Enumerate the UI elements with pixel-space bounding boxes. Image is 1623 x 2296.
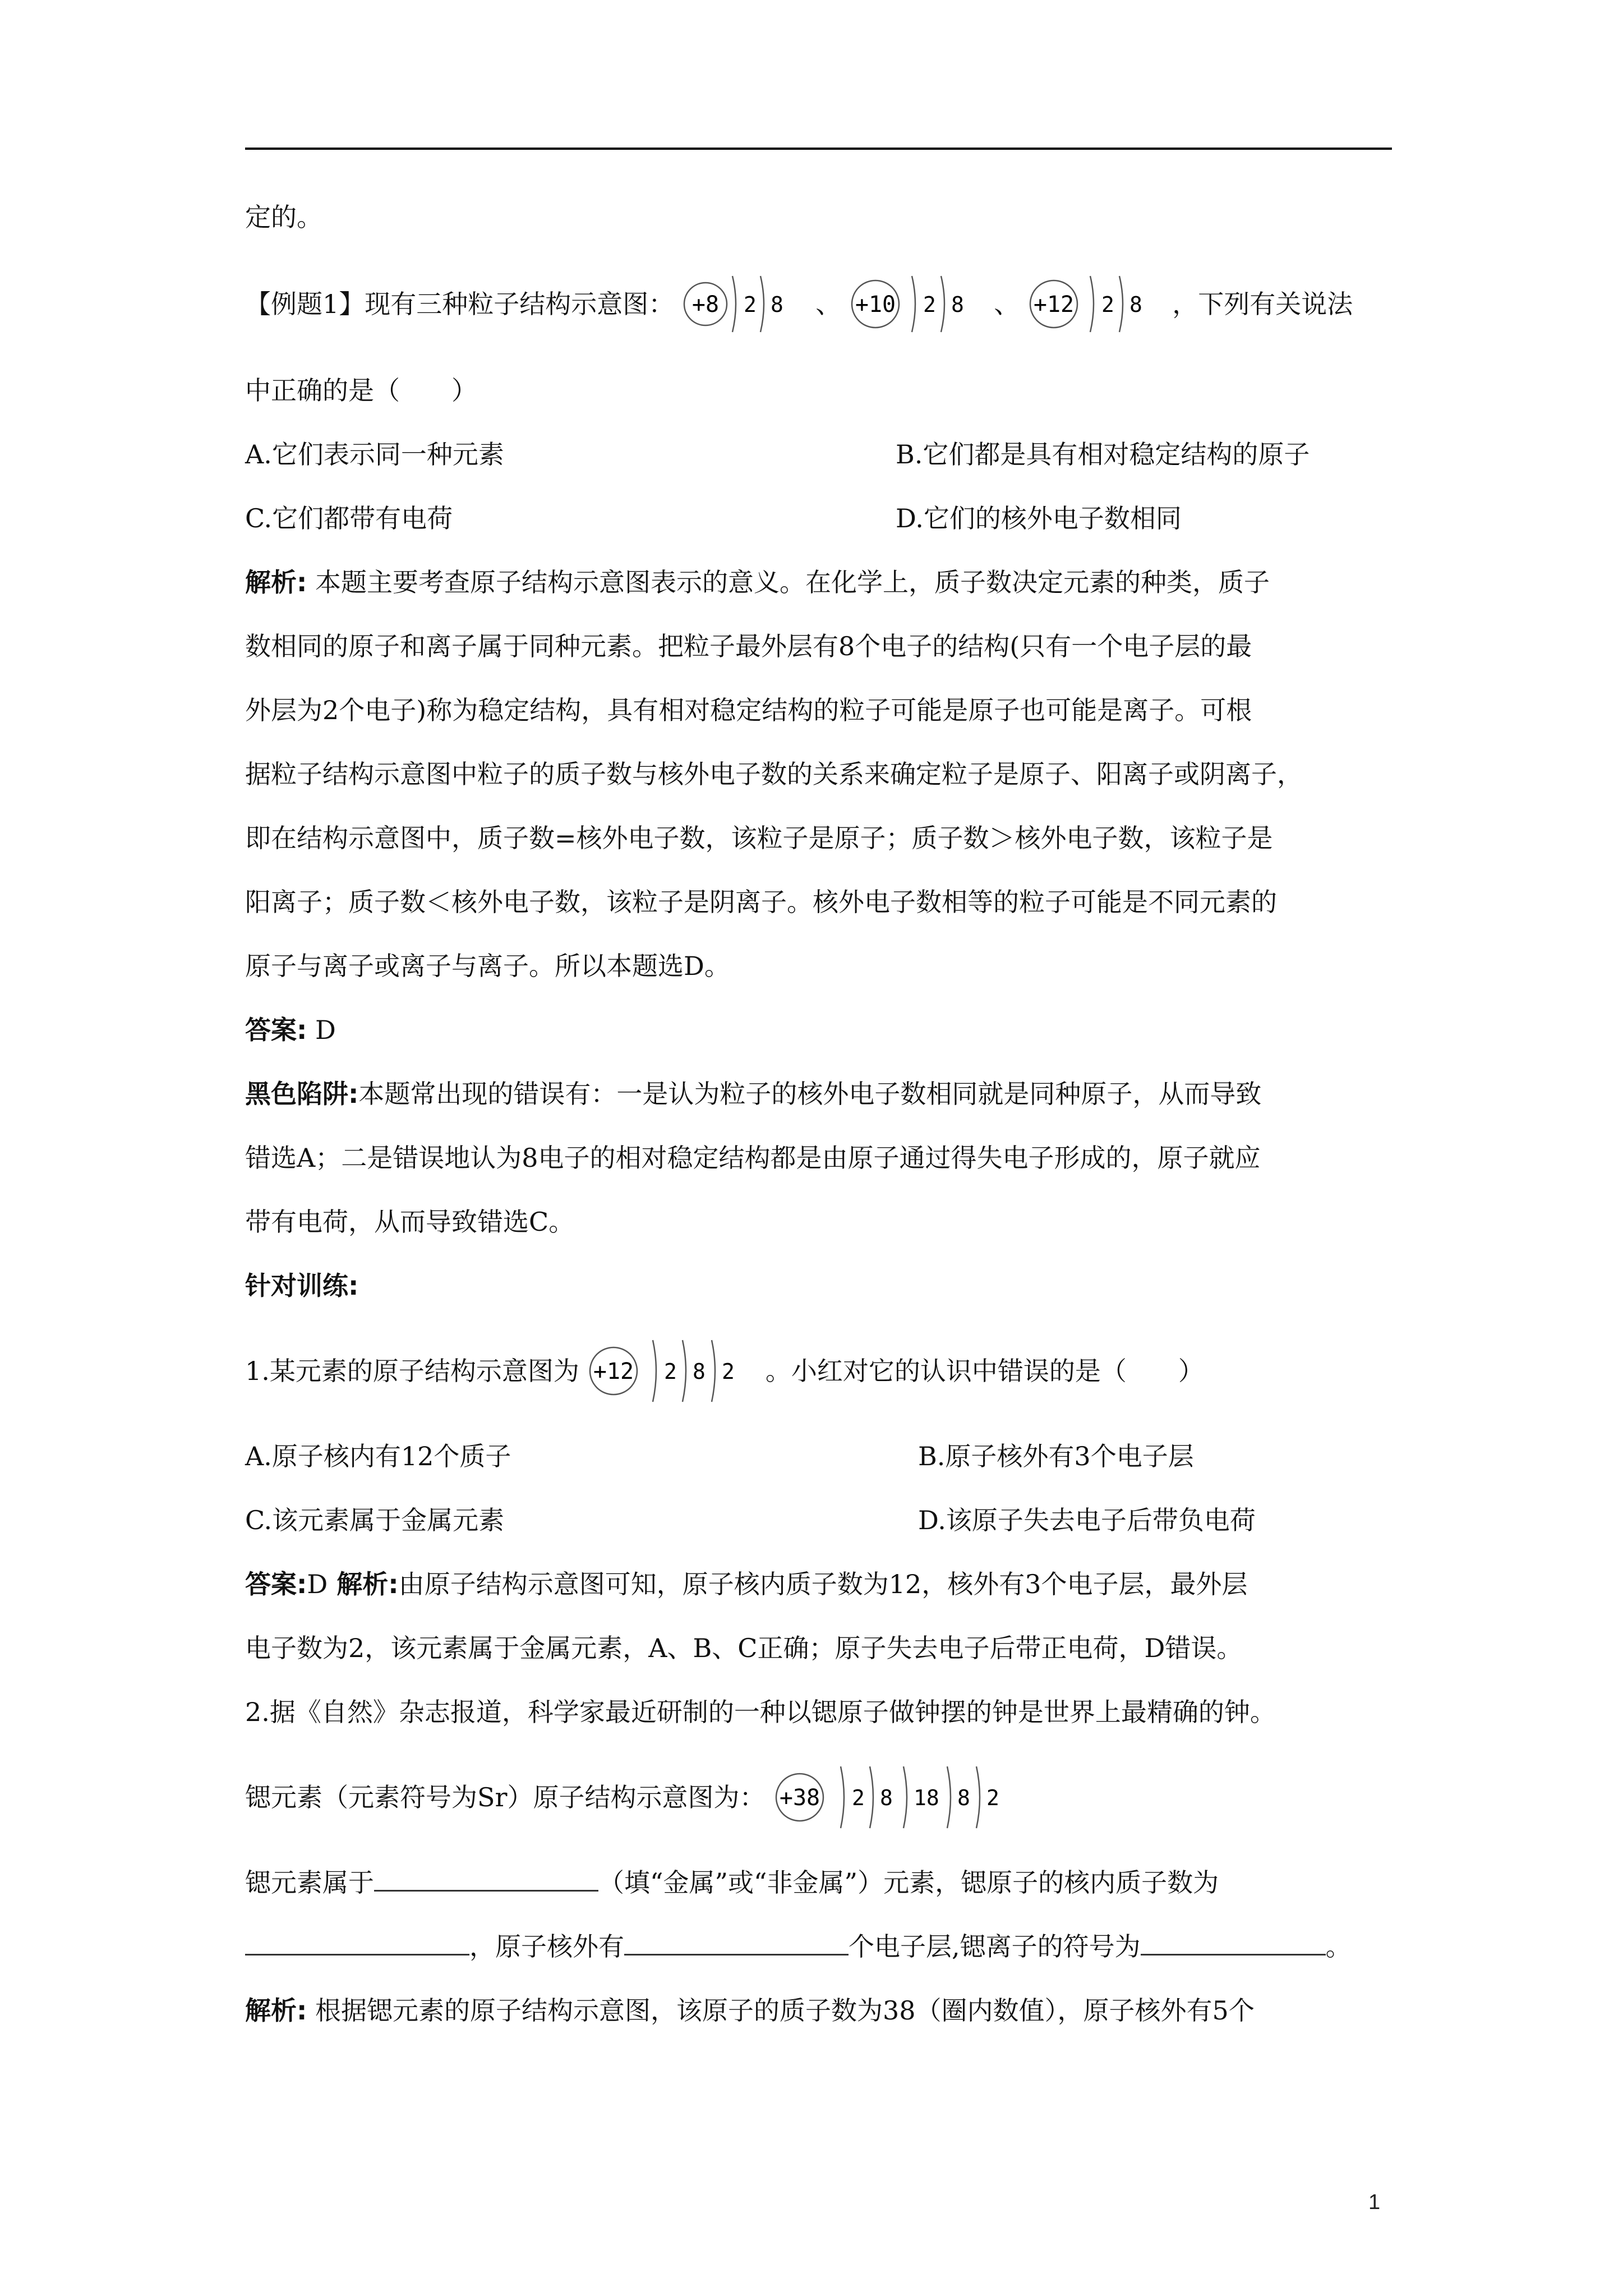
header-rule [245,148,1392,150]
options-row [245,1424,1395,1488]
fill-text: 锶元素属于 [245,1867,374,1898]
answer-value: D [307,1569,328,1599]
example1-prefix: 【例题1】现有三种粒子结构示意图： [245,288,675,319]
shell-count: 2 [1101,292,1115,317]
option-c: C.该元素属于金属元素 [245,1505,505,1535]
nucleus-label: +10 [855,291,896,318]
analysis-label: 解析: [245,1995,307,2026]
q1-suffix: 。小红对它的认识中错误的是（ ） [765,1356,1204,1386]
q2-line: 2.据《自然》杂志报道，科学家最近研制的一种以锶原子做钟摆的钟是世界上最精确的钟。 [245,1697,1276,1727]
nucleus-label: +38 [779,1785,820,1811]
option-d: D.它们的核外电子数相同 [896,503,1182,533]
analysis-line [245,550,1395,614]
analysis-label: 解析: [245,567,307,597]
shell-count: 8 [879,1786,893,1810]
analysis-label: 解析: [328,1569,399,1599]
q2-prefix: 锶元素（元素符号为Sr）原子结构示意图为： [245,1782,766,1812]
analysis-line: 据粒子结构示意图中粒子的质子数与核外电子数的关系来确定粒子是原子、阳离子或阴离子， [245,759,1303,789]
analysis-line: 阳离子；质子数＜核外电子数，该粒子是阴离子。核外电子数相等的粒子可能是不同元素的 [245,887,1277,917]
analysis-line: 外层为2个电子)称为稳定结构，具有相对稳定结构的粒子可能是原子也可能是离子。可根 [245,695,1252,725]
q1-answer-line [245,1552,1395,1616]
atom-diagram-magnesium-ion [1023,259,1169,349]
trap-line: 带有电荷，从而导致错选C。 [245,1207,575,1237]
trap-label: 黑色陷阱: [245,1079,359,1109]
shell-count: 8 [771,292,784,317]
shell-count: 8 [692,1359,706,1384]
q2-fill-line [245,1915,1395,1978]
blank-metal-type[interactable] [374,1862,598,1892]
shell-count: 8 [951,292,965,317]
option-c: C.它们都带有电荷 [245,503,453,533]
blank-ion-symbol[interactable] [1141,1926,1326,1955]
separator: 、 [815,288,842,319]
trap-text: 本题常出现的错误有：一是认为粒子的核外电子数相同就是同种原子，从而导致 [358,1079,1262,1109]
option-a: A.原子核内有12个质子 [245,1441,511,1471]
analysis-text: 由原子结构示意图可知，原子核内质子数为12，核外有3个电子层，最外层 [398,1569,1248,1599]
answer-line [245,998,1395,1062]
example1-suffix: ，下列有关说法 [1172,288,1353,319]
shell-count: 18 [913,1786,939,1810]
shell-count: 2 [851,1786,865,1810]
analysis-line: 电子数为2，该元素属于金属元素，A、B、C正确；原子失去电子后带正电荷，D错误。 [245,1633,1243,1663]
example1-question-cont: 中正确的是（ ） [245,375,477,406]
atom-diagram-oxygen-ion [677,259,812,349]
analysis-text: 根据锶元素的原子结构示意图，该原子的质子数为38（圈内数值），原子核外有5个 [307,1995,1255,2026]
options-row [245,486,1395,550]
options-row [245,422,1395,486]
trap-line: 错选A；二是错误地认为8电子的相对稳定结构都是由原子通过得失电子形成的，原子就应 [245,1143,1261,1173]
fill-text: ，原子核外有 [469,1931,624,1962]
blank-proton-count[interactable] [245,1926,469,1955]
q1-question [245,1318,1395,1424]
nucleus-label: +12 [1034,291,1075,318]
analysis-text: 本题主要考查原子结构示意图表示的意义。在化学上，质子数决定元素的种类，质子 [307,567,1270,597]
q2-analysis-line [245,1978,1395,2042]
option-a: A.它们表示同一种元素 [245,439,504,470]
trap-line [245,1062,1395,1126]
blank-shell-count[interactable] [624,1926,849,1955]
analysis-line: 原子与离子或离子与离子。所以本题选D。 [245,951,730,981]
atom-diagram-strontium [769,1750,1027,1845]
q2-diagram-line [245,1744,1395,1851]
shell-count: 2 [744,292,757,317]
nucleus-label: +12 [593,1359,634,1384]
fill-text: 。 [1325,1931,1352,1962]
nucleus-label: +8 [692,291,720,318]
answer-value: D [307,1015,336,1045]
shell-count: 8 [957,1786,970,1810]
option-d: D.该原子失去电子后带负电荷 [918,1505,1256,1535]
atom-diagram-magnesium [583,1323,762,1419]
text-line: 定的。 [245,202,322,232]
training-heading: 针对训练: [245,1271,359,1301]
shell-count: 2 [721,1359,735,1384]
analysis-line: 数相同的原子和离子属于同种元素。把粒子最外层有8个电子的结构(只有一个电子层的最 [245,631,1252,661]
example1-question [245,249,1395,358]
options-row [245,1488,1395,1552]
page-number: 1 [1368,2191,1381,2214]
shell-count: 8 [1129,292,1143,317]
option-b: B.它们都是具有相对稳定结构的原子 [896,439,1310,470]
option-b: B.原子核外有3个电子层 [918,1441,1194,1471]
fill-text: 个电子层,锶离子的符号为 [849,1931,1141,1962]
q2-fill-line [245,1851,1395,1915]
fill-text: （填“金属”或“非金属”）元素，锶原子的核内质子数为 [598,1867,1219,1898]
atom-diagram-neon [845,259,990,349]
document-body [245,185,1395,2042]
shell-count: 2 [663,1359,677,1384]
analysis-line: 即在结构示意图中，质子数=核外电子数，该粒子是原子；质子数＞核外电子数，该粒子是 [245,823,1273,853]
shell-count: 2 [986,1786,999,1810]
answer-label: 答案: [245,1569,307,1599]
q1-prefix: 1.某元素的原子结构示意图为 [245,1356,579,1386]
separator: 、 [994,288,1020,319]
answer-label: 答案: [245,1015,307,1045]
shell-count: 2 [923,292,937,317]
